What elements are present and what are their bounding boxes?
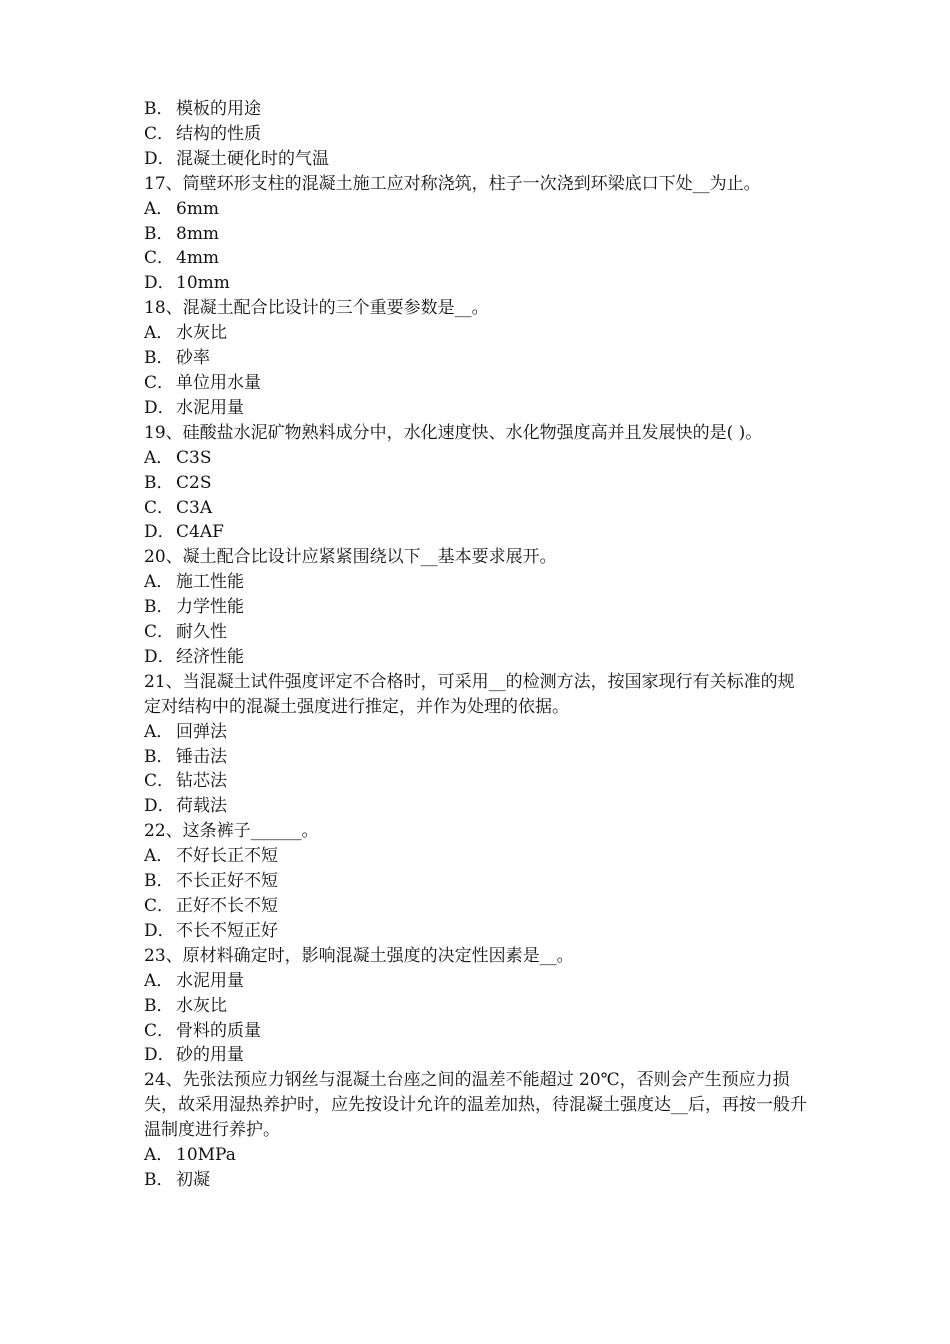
question-24 xyxy=(144,1068,810,1193)
option-b: B． 力学性能 xyxy=(144,597,244,618)
option-a: A． 6mm xyxy=(144,198,220,219)
option-c: C． 结构的性质 xyxy=(144,123,261,144)
option-b: B． 初凝 xyxy=(144,1169,210,1190)
option-d: D．C4AF xyxy=(144,522,224,543)
option-c: C． 骨料的质量 xyxy=(144,1020,261,1041)
option-d: D．经济性能 xyxy=(144,646,244,667)
question-text: 23、原材料确定时，影响混凝土强度的决定性因素是__。 xyxy=(144,945,574,966)
question-19 xyxy=(144,421,810,546)
question-22 xyxy=(144,819,810,944)
option-b: B． 锤击法 xyxy=(144,746,227,767)
question-text: 24、先张法预应力钢丝与混凝土台座之间的温差不能超过 20℃，否则会产生预应力损失，故采用湿热养护时，应先按设计允许的温差加热，待混凝土强度达__后，再按一般升温制度进行养护。 xyxy=(144,1070,807,1141)
option-a: A． 水泥用量 xyxy=(144,970,244,991)
option-d: D．砂的用量 xyxy=(144,1045,244,1066)
option-b: B． 8mm xyxy=(144,223,220,244)
question-text: 19、硅酸盐水泥矿物熟料成分中，水化速度快、水化物强度高并且发展快的是( )。 xyxy=(144,422,763,443)
question-text: 17、筒壁环形支柱的混凝土施工应对称浇筑，柱子一次浇到环梁底口下处__为止。 xyxy=(144,173,761,194)
lead-options xyxy=(144,97,810,172)
option-b: B． C2S xyxy=(144,472,212,493)
question-text: 22、这条裤子______。 xyxy=(144,821,319,842)
question-20 xyxy=(144,545,810,670)
question-text: 18、混凝土配合比设计的三个重要参数是__。 xyxy=(144,298,489,319)
option-c: C． 4mm xyxy=(144,248,220,269)
option-c: C． C3A xyxy=(144,497,213,518)
option-c: C． 正好不长不短 xyxy=(144,896,278,916)
question-17 xyxy=(144,172,810,297)
option-b: B． 水灰比 xyxy=(144,995,227,1016)
question-18 xyxy=(144,296,810,421)
option-d: D．10mm xyxy=(144,273,230,294)
option-b: B． 模板的用途 xyxy=(144,99,261,119)
option-a: A． 10MPa xyxy=(144,1145,236,1166)
option-a: A． 施工性能 xyxy=(144,572,244,593)
option-a: A． 不好长正不短 xyxy=(144,846,278,867)
question-23 xyxy=(144,944,810,1069)
question-list xyxy=(144,97,810,1193)
option-d: D．荷载法 xyxy=(144,796,227,817)
option-a: A． C3S xyxy=(144,447,212,468)
option-c: C． 钻芯法 xyxy=(144,771,227,792)
option-d: D．不长不短正好 xyxy=(144,920,278,941)
option-d: D．混凝土硬化时的气温 xyxy=(144,148,329,169)
option-c: C． 单位用水量 xyxy=(144,372,261,393)
option-c: C． 耐久性 xyxy=(144,622,227,643)
question-text: 21、当混凝土试件强度评定不合格时，可采用__的检测方法，按国家现行有关标准的规定对结构中的混凝土强度进行推定，并作为处理的依据。 xyxy=(144,671,795,717)
option-b: B． 不长正好不短 xyxy=(144,871,278,892)
question-21 xyxy=(144,670,810,819)
option-a: A． 回弹法 xyxy=(144,721,227,742)
option-a: A． 水灰比 xyxy=(144,323,227,344)
question-text: 20、凝土配合比设计应紧紧围绕以下__基本要求展开。 xyxy=(144,547,557,568)
option-b: B． 砂率 xyxy=(144,348,210,369)
option-d: D．水泥用量 xyxy=(144,397,244,418)
